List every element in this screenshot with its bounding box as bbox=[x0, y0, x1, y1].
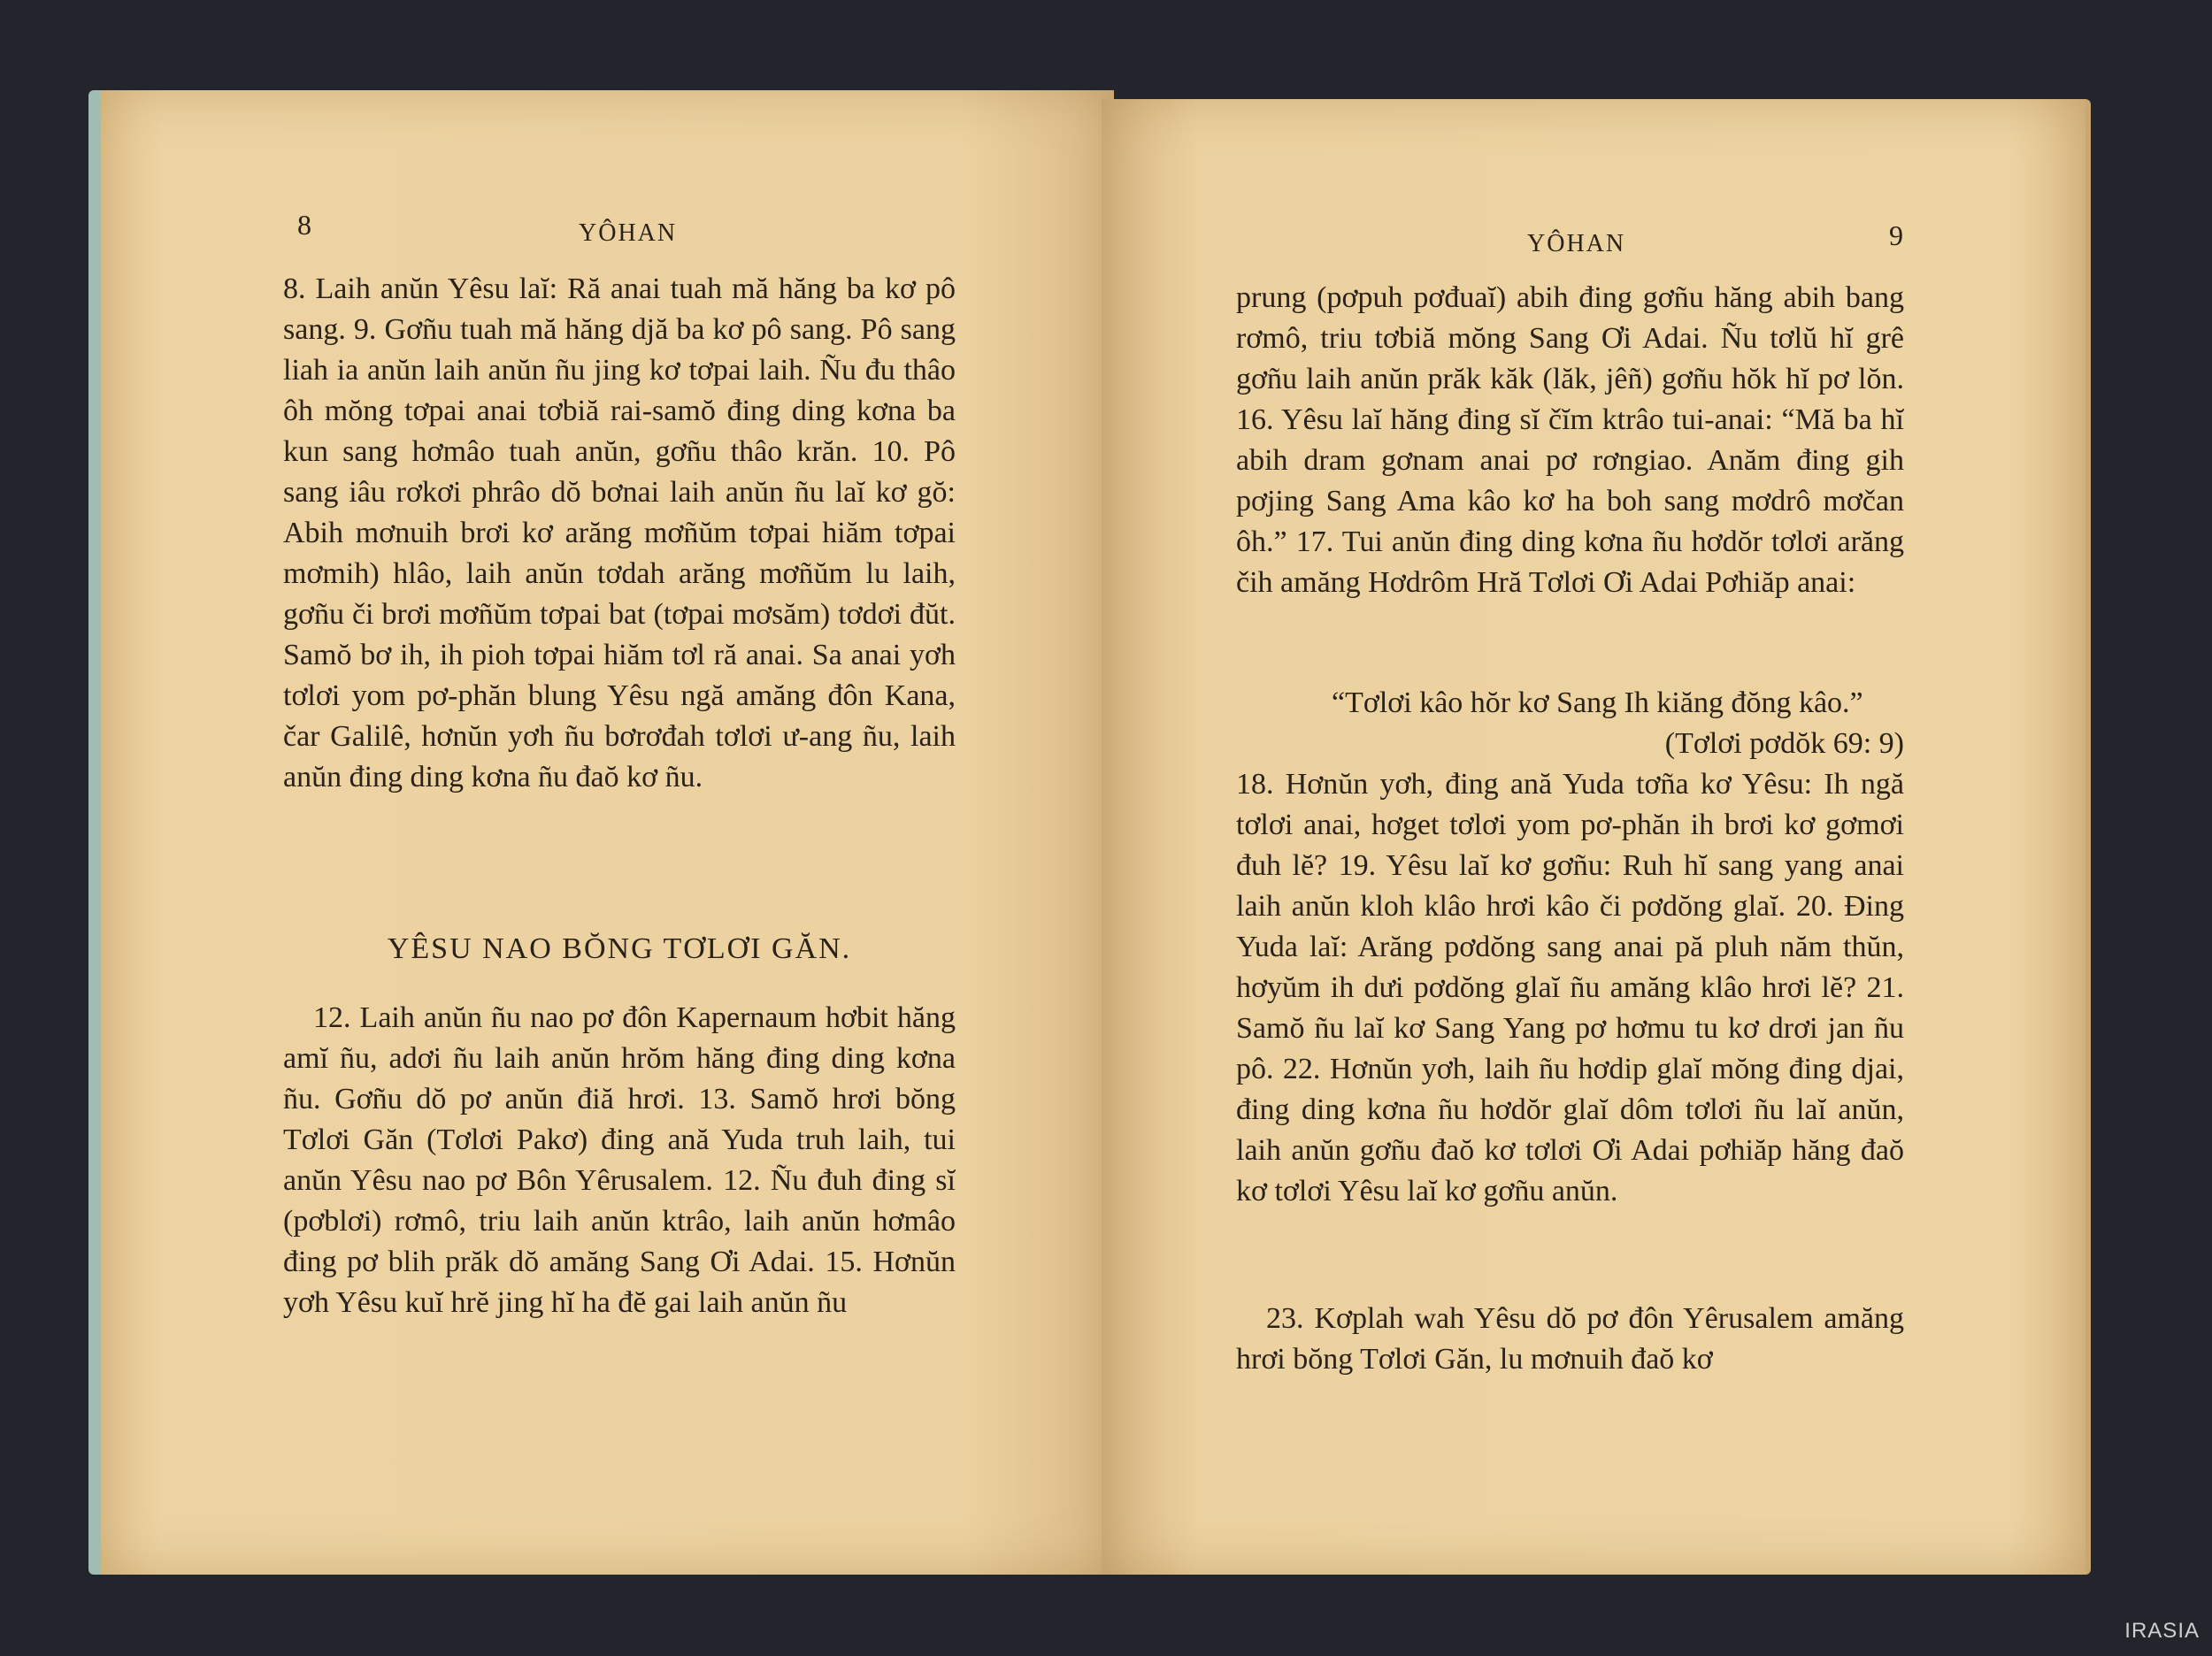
right-body-text bbox=[1236, 278, 1904, 603]
right-body-text-2 bbox=[1236, 764, 1904, 1212]
quote-text: “Tơlơi kâo hŏr kơ Sang Ih kiăng đŏng kâo.” bbox=[1332, 686, 1863, 719]
right-page bbox=[1102, 99, 2091, 1575]
quote-reference: (Tơlơi pơdŏk 69: 9) bbox=[1664, 727, 1904, 760]
page-number-right: 9 bbox=[1889, 219, 1903, 251]
scripture-quote bbox=[1332, 683, 1904, 764]
paragraph: 23. Kơplah wah Yêsu dŏ pơ đôn Yêrusalem amăng hrơi bŏng Tơlơi Găn, lu mơnuih đaŏ kơ bbox=[1236, 1302, 1904, 1376]
paragraph: 12. Laih anŭn ñu nao pơ đôn Kapernaum hơbit hăng amĭ ñu, adơi ñu laih anŭn hrŏm hăng đing ding kơna ñu. Gơñu dŏ pơ anŭn điă hrơi. 13. Samŏ hrơi bŏng Tơlơi Găn (Tơlơi Pakơ) đing ană Yuda truh laih, tui anŭn Yêsu nao pơ Bôn Yêrusalem. 12. Ñu đuh đing sĭ (pơblơi) rơmô, triu laih anŭn ktrâo, laih anŭn hơmâo đing pơ blih prăk dŏ amăng Sang Ơi Adai. 15. Hơnŭn yơh Yêsu kuĭ hrĕ jing hĭ ha đĕ gai laih anŭn ñu bbox=[283, 1001, 956, 1319]
left-page bbox=[88, 90, 1114, 1575]
left-body-text-2 bbox=[283, 998, 956, 1323]
running-head-right: YÔHAN bbox=[1527, 230, 1626, 257]
paragraph: 8. Laih anŭn Yêsu laĭ: Ră anai tuah mă hăng ba kơ pô sang. 9. Gơñu tuah mă hăng djă ba kơ pô sang. Pô sang liah ia anŭn laih anŭn ñu jing kơ tơpai laih. Ñu đu thâo ôh mŏng tơpai anai tơbiă rai-samŏ đing ding kơna ba kun sang hơmâo tuah anŭn, gơñu thâo krăn. 10. Pô sang iâu rơkơi phrâo dŏ bơnai laih anŭn ñu laĭ kơ gŏ: Abih mơnuih brơi kơ arăng mơñŭm tơpai hiăm tơpai mơmih) hlâo, laih anŭn tơdah arăng mơñŭm lu laih, gơñu či brơi mơñŭm tơpai bat (tơpai mơsăm) tơdơi đŭt. Samŏ bơ ih, ih pioh tơpai hiăm tơl ră anai. Sa anai yơh tơlơi yom pơ-phăn blung Yêsu ngă amăng đôn Kana, čar Galilê, hơnŭn yơh ñu bơrơđah tơlơi ư-ang ñu, laih anŭn đing ding kơna ñu đaŏ kơ ñu. bbox=[283, 272, 956, 794]
running-head-left: YÔHAN bbox=[579, 219, 678, 247]
left-body-text bbox=[283, 269, 956, 798]
paragraph: prung (pơpuh pơđuaĭ) abih đing gơñu hăng abih bang rơmô, triu tơbiă mŏng Sang Ơi Adai. Ñu tơlŭ hĭ grê gơñu laih anŭn prăk kăk (lăk, jêñ) gơñu hŏk hĭ pơ lŏn. 16. Yêsu laĭ hăng đing sĭ čĭm ktrâo tui-anai: “Mă ba hĭ abih dram gơnam anai pơ rơngiao. Anăm đing gih pơjing Sang Ama kâo kơ ha boh sang mơdrô mơčan ôh.” 17. Tui anŭn đing ding kơna ñu hơdŏr tơlơi arăng čih amăng Hơdrôm Hră Tơlơi Ơi Adai Pơhiăp anai: bbox=[1236, 281, 1904, 599]
right-body-text-3 bbox=[1236, 1299, 1904, 1380]
paragraph: 18. Hơnŭn yơh, đing ană Yuda tơña kơ Yêsu: Ih ngă tơlơi anai, hơget tơlơi yom pơ-phăn ih brơi kơ gơmơi đuh lĕ? 19. Yêsu laĭ kơ gơñu: Ruh hĭ sang yang anai laih anŭn kloh klâo hrơi kâo či pơdŏng glaĭ. 20. Đing Yuda laĭ: Arăng pơdŏng sang anai pă pluh năm thŭn, hơyŭm ih dưi pơdŏng glaĭ ñu amăng klâo hrơi lĕ? 21. Samŏ ñu laĭ kơ Sang Yang pơ hơmu tu kơ drơi jan ñu pô. 22. Hơnŭn yơh, laih ñu hơdip glaĭ mŏng đing djai, đing ding kơna ñu hơdŏr glaĭ dôm tơlơi ñu laĭ anŭn, laih anŭn gơñu đaŏ kơ tơlơi Ơi Adai pơhiăp hăng đaŏ kơ tơlơi Yêsu laĭ kơ gơñu anŭn. bbox=[1236, 768, 1904, 1208]
page-number-left: 8 bbox=[297, 209, 311, 241]
watermark: IRASIA bbox=[2124, 1619, 2200, 1643]
section-heading: YÊSU NAO BŎNG TƠLƠI GĂN. bbox=[387, 932, 852, 965]
